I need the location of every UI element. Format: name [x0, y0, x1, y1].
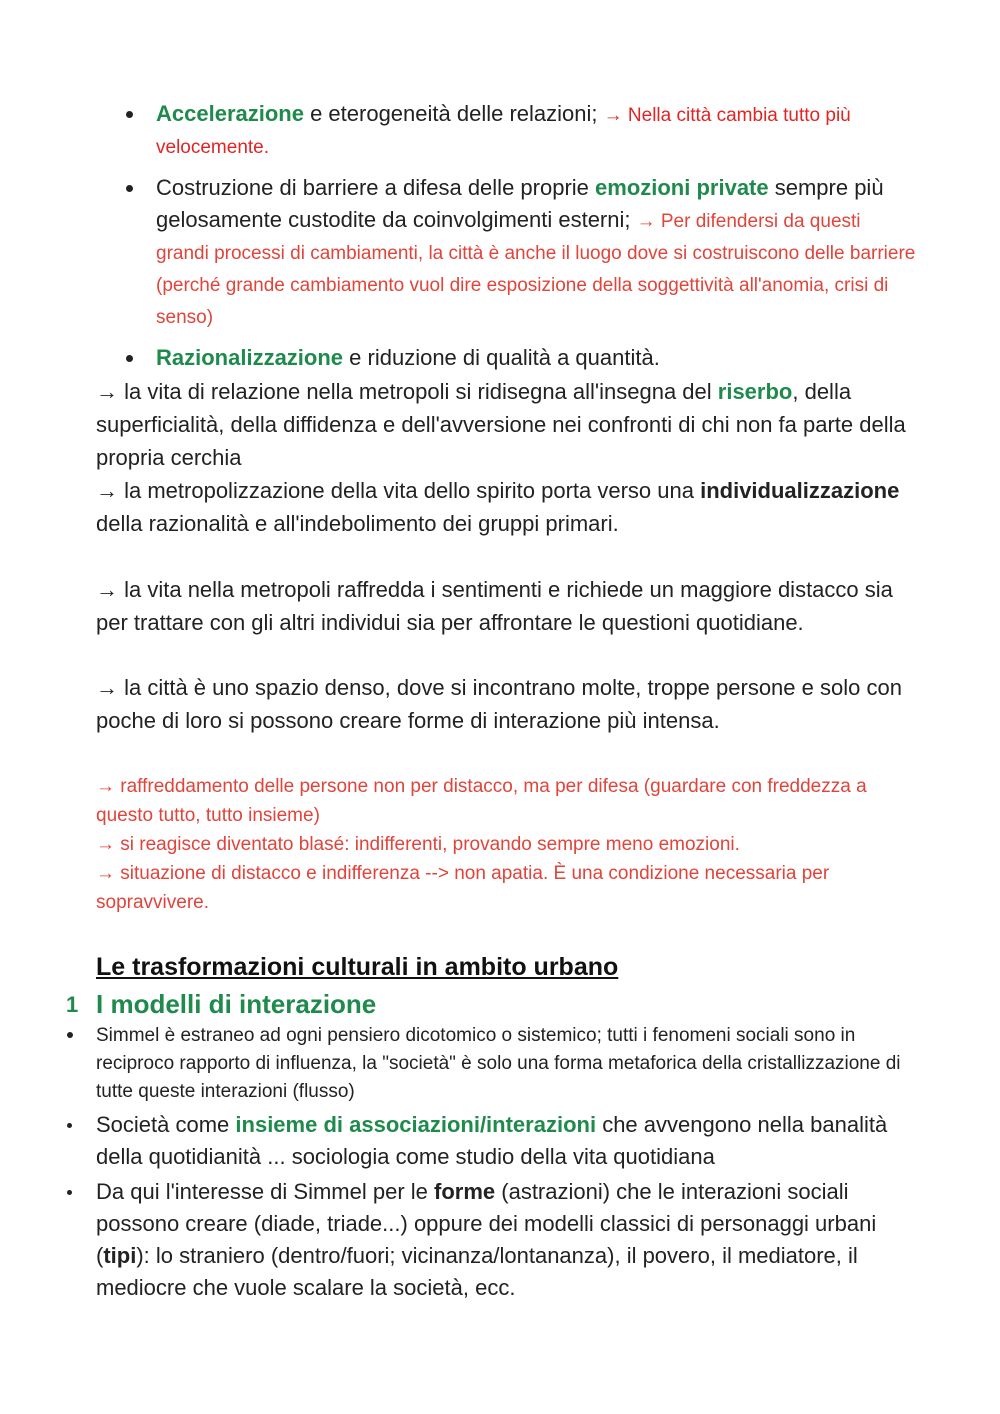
paragraph: → la vita nella metropoli raffredda i sentimenti e richiede un maggiore distacco sia per trattare con gli altri individui sia per affrontare le questioni quotidiane.: [96, 577, 893, 635]
paragraph: [96, 474, 916, 540]
subsection-number: 1: [66, 992, 79, 1017]
item-text: e riduzione di qualità a quantità.: [343, 345, 660, 370]
red-notes: [96, 772, 916, 917]
list-item: [156, 172, 916, 332]
item-text: (astrazioni) che le interazioni sociali possono creare (diade, triade...) oppure dei modelli classici di personaggi urbani (: [96, 1179, 877, 1268]
item-text: Società come: [96, 1112, 236, 1137]
bullet-icon: [126, 185, 133, 192]
keyword: insieme di associazioni/interazioni: [235, 1112, 597, 1137]
paragraph-text: → la metropolizzazione della vita dello spirito porta verso una: [96, 478, 701, 503]
item-text: che avvengono nella banalità della quotidianità ... sociologia come studio della vita quotidiana: [96, 1112, 888, 1169]
keyword: Razionalizzazione: [156, 345, 344, 370]
keyword: emozioni private: [595, 175, 769, 200]
note-line: → raffreddamento delle persone non per distacco, ma per difesa (guardare con freddezza a questo tutto, tutto insieme): [96, 776, 867, 826]
keyword: Accelerazione: [156, 101, 304, 126]
keyword: riserbo: [717, 379, 793, 404]
item-text: Costruzione di barriere a difesa delle proprie: [156, 175, 596, 200]
note-line: → situazione di distacco e indifferenza --> non apatia. È una condizione necessaria per sopravvivere.: [96, 863, 830, 913]
paragraph: → la città è uno spazio denso, dove si incontrano molte, troppe persone e solo con poche di loro si possono creare forme di interazione più intensa.: [96, 675, 902, 733]
bullet-icon: [126, 355, 133, 362]
bullet-icon: [67, 1123, 72, 1128]
note-line: → si reagisce diventato blasé: indifferenti, provando sempre meno emozioni.: [96, 834, 740, 855]
paragraph: [96, 375, 916, 474]
paragraph-text: , della superficialità, della diffidenza e dell'avversione nei confronti di chi non fa parte della propria cerchia: [96, 379, 906, 470]
keyword: tipi: [103, 1243, 137, 1268]
list-item: [156, 342, 916, 374]
item-text: Da qui l'interesse di Simmel per le: [96, 1179, 435, 1204]
item-text: e eterogeneità delle relazioni;: [303, 101, 604, 126]
bullet-icon: [67, 1032, 73, 1038]
note-text: → Nella città cambia tutto più velocemente.: [156, 105, 851, 158]
item-text: ): lo straniero (dentro/fuori; vicinanza/lontananza), il povero, il mediatore, il mediocre che vuole scalare la società, ecc.: [96, 1243, 858, 1300]
keyword: forme: [434, 1179, 496, 1204]
section-title: Le trasformazioni culturali in ambito urbano: [96, 953, 619, 981]
paragraph-text: → la vita di relazione nella metropoli si ridisegna all'insegna del: [96, 379, 718, 404]
item-text: Simmel è estraneo ad ogni pensiero dicotomico o sistemico; tutti i fenomeni sociali sono in reciproco rapporto di influenza, la "società" è solo una forma metaforica della cristallizzazione di tutte queste interazioni (flusso): [96, 1025, 901, 1102]
list-item: [96, 1176, 916, 1304]
subsection-title: I modelli di interazione: [96, 989, 377, 1019]
bullet-icon: [67, 1190, 72, 1195]
list-item: [96, 1109, 916, 1173]
note-text: → Per difendersi da questi grandi processi di cambiamenti, la città è anche il luogo dove si costruiscono delle barriere (perché grande cambiamento vuol dire esposizione della soggettività all'anomia, crisi di senso): [156, 211, 916, 328]
paragraph-text: della razionalità e all'indebolimento dei gruppi primari.: [96, 511, 619, 536]
top-bullet-list: [156, 98, 916, 384]
list-item: [156, 98, 916, 162]
bullet-icon: [126, 111, 133, 118]
keyword: individualizzazione: [700, 478, 900, 503]
bottom-bullet-list: [96, 1022, 916, 1307]
list-item: [96, 1022, 916, 1106]
item-text: sempre più gelosamente custodite da coinvolgimenti esterni;: [156, 175, 884, 232]
